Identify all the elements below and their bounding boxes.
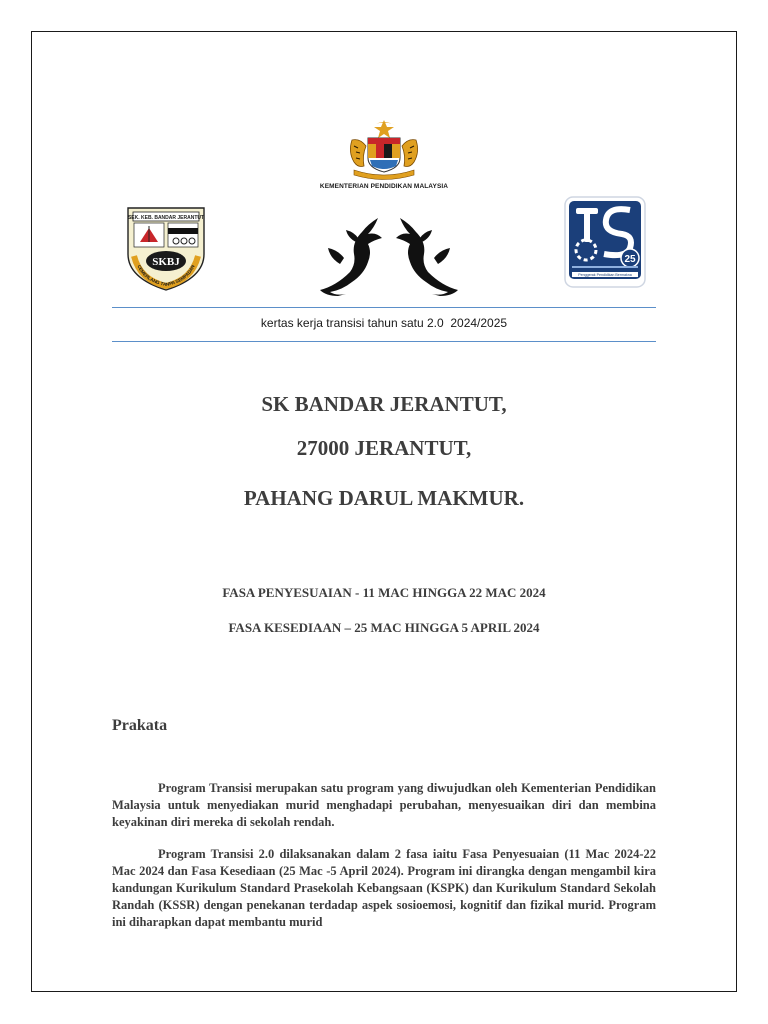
decorative-flourish-icon bbox=[316, 212, 462, 296]
svg-text:25: 25 bbox=[624, 254, 636, 265]
school-name: SK BANDAR JERANTUT, bbox=[261, 392, 507, 416]
badge-initials: SKBJ bbox=[152, 256, 180, 268]
document-subtitle: kertas kerja transisi tahun satu 2.0 2024/2025 bbox=[260, 316, 508, 330]
coat-of-arms-logo bbox=[344, 118, 424, 180]
paragraph-phases: Program Transisi 2.0 dilaksanakan dalam 2 fasa iaitu Fasa Penyesuaian (11 Mac 2024-22 Mac 2024 dan Fasa Kesediaan (25 Mac -5 April 2024). Program ini dirangka dengan mengambil kira kandungan Kurikulum Standard Prasekolah Kebangsaan (KSPK) dan Kurikulum Standard Sekolah Randah (KSSR) dengan penekanan terdadap aspek sosioemosi, kognitif dan fizikal murid. Program ini diharapkan dapat membantu murid bbox=[112, 847, 656, 929]
header-rule-bottom bbox=[112, 341, 656, 342]
phase-readiness: FASA KESEDIAAN – 25 MAC HINGGA 5 APRIL 2024 bbox=[228, 620, 540, 635]
ministry-label: KEMENTERIAN PENDIDIKAN MALAYSIA bbox=[319, 183, 449, 190]
ts25-logo bbox=[564, 196, 646, 288]
ts25-caption: Penggerak Pendidikan Bermakna bbox=[578, 273, 632, 277]
phase-adjustment: FASA PENYESUAIAN - 11 MAC HINGGA 22 MAC 2024 bbox=[222, 585, 546, 600]
header-rule-top bbox=[112, 307, 656, 308]
school-state: PAHANG DARUL MAKMUR. bbox=[243, 486, 525, 510]
badge-motto: CEMERLANG TANPA SEMPADAN bbox=[136, 264, 196, 288]
paragraph-intro: Program Transisi merupakan satu program yang diwujudkan oleh Kementerian Pendidikan Malaysia untuk menyediakan murid menghadapi perubahan, menyesuaikan diri dan membina keyakinan diri mereka di sekolah rendah. bbox=[112, 781, 656, 829]
school-postcode-town: 27000 JERANTUT, bbox=[296, 436, 472, 460]
badge-banner-text: SEK. KEB. BANDAR JERANTUT bbox=[127, 215, 205, 221]
school-badge-logo bbox=[124, 204, 208, 292]
section-heading: Prakata bbox=[112, 717, 168, 734]
